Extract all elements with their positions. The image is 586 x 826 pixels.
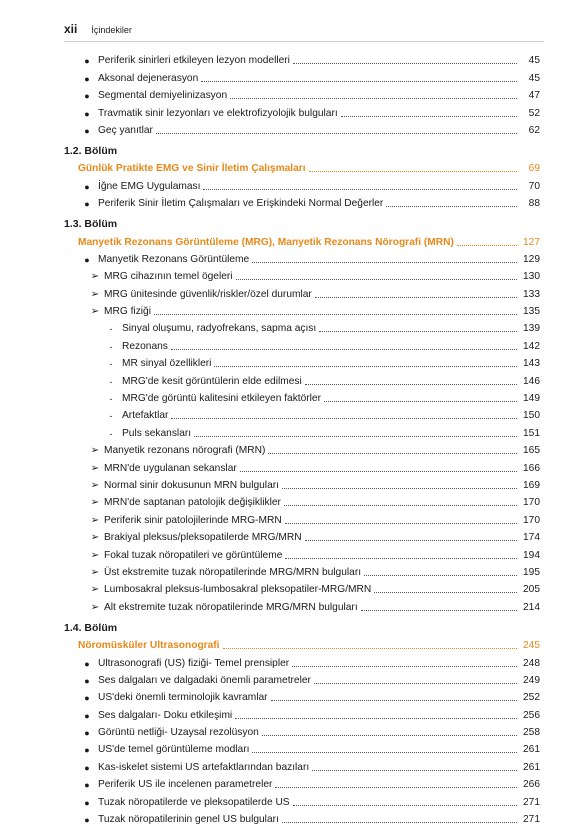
dot-leader	[282, 822, 517, 823]
dash-bullet-icon: -	[109, 341, 113, 352]
arrow-bullet-icon: ➢	[90, 584, 100, 596]
bullet-dot-icon: ●	[84, 675, 90, 686]
toc-entry-label: Segmental demiyelinizasyon	[98, 90, 228, 102]
toc-entry[interactable]	[106, 318, 540, 335]
toc-entry-label: Kas-iskelet sistemi US artefaktlarından bazıları	[98, 761, 310, 773]
toc-entry-label: MRG ünitesinde güvenlik/riskler/özel durumlar	[104, 288, 312, 300]
dot-leader	[386, 206, 517, 207]
dot-leader	[252, 752, 517, 753]
toc-page-number: 45	[528, 72, 540, 84]
bullet-dot-icon: ●	[84, 658, 90, 669]
toc-page-number: 266	[523, 779, 540, 791]
bullet-dot-icon: ●	[84, 108, 90, 119]
toc-entry[interactable]	[82, 791, 540, 808]
toc-page-number: 169	[523, 479, 540, 491]
chapter-title-entry[interactable]	[78, 231, 540, 248]
bullet-dot-icon: ●	[84, 181, 90, 192]
dot-leader	[361, 610, 517, 611]
section-heading: 1.2. Bölüm	[64, 144, 118, 157]
toc-page-number: 271	[523, 814, 540, 826]
toc-entry[interactable]	[90, 492, 540, 509]
toc-page-number: 62	[528, 124, 540, 136]
dot-leader	[312, 770, 517, 771]
toc-entry[interactable]	[106, 388, 540, 405]
chapter-title-entry[interactable]	[78, 635, 540, 652]
dash-bullet-icon: -	[109, 428, 113, 439]
bullet-dot-icon: ●	[84, 91, 90, 102]
arrow-bullet-icon: ➢	[90, 532, 100, 544]
toc-entry-label: Nöromüsküler Ultrasonografi	[78, 640, 220, 652]
dot-leader	[305, 384, 517, 385]
toc-entry[interactable]	[82, 687, 540, 704]
dot-leader	[194, 436, 517, 437]
dot-leader	[319, 331, 517, 332]
table-of-contents	[0, 50, 586, 826]
header-title: İçindekiler	[91, 25, 132, 35]
dot-leader	[203, 189, 517, 190]
dash-bullet-icon: -	[109, 411, 113, 422]
bullet-dot-icon: ●	[84, 728, 90, 739]
toc-entry[interactable]	[90, 527, 540, 544]
toc-entry-label: Periferik Sinir İletim Çalışmaları ve Erişkindeki Normal Değerler	[98, 198, 384, 210]
toc-entry-label: Tuzak nöropatilerinin genel US bulguları	[98, 814, 279, 826]
toc-page-number: 47	[528, 90, 540, 102]
toc-entry[interactable]	[82, 722, 540, 739]
toc-page-number: 45	[528, 55, 540, 67]
toc-page-number: 258	[523, 727, 540, 739]
toc-entry-label: Ses dalgaları- Doku etkileşimi	[98, 709, 233, 721]
dot-leader	[341, 116, 517, 117]
toc-entry-label: Alt ekstremite tuzak nöropatilerinde MRG/MRN bulguları	[104, 601, 358, 613]
toc-entry-label: Puls sekansları	[122, 427, 192, 439]
toc-page-number: 139	[523, 323, 540, 335]
toc-page-number: 143	[523, 358, 540, 370]
dot-leader	[292, 666, 517, 667]
toc-entry[interactable]	[82, 102, 540, 119]
toc-entry-label: Normal sinir dokusunun MRN bulguları	[104, 479, 279, 491]
toc-entry[interactable]	[106, 422, 540, 439]
arrow-bullet-icon: ➢	[90, 271, 100, 283]
toc-entry-label: Artefaktlar	[122, 410, 169, 422]
dot-leader	[262, 735, 517, 736]
dot-leader	[235, 718, 517, 719]
toc-page-number: 142	[523, 340, 540, 352]
bullet-dot-icon: ●	[84, 710, 90, 721]
toc-page-number: 133	[523, 288, 540, 300]
dot-leader	[268, 453, 517, 454]
toc-page-number: 127	[523, 236, 540, 248]
toc-entry[interactable]	[82, 249, 540, 266]
arrow-bullet-icon: ➢	[90, 601, 100, 613]
toc-entry-label: Lumbosakral pleksus-lumbosakral pleksopatiler-MRG/MRN	[104, 584, 372, 596]
toc-entry[interactable]	[82, 67, 540, 84]
arrow-bullet-icon: ➢	[90, 566, 100, 578]
section-heading: 1.3. Bölüm	[64, 218, 118, 231]
page-number: xii	[64, 22, 78, 36]
dot-leader	[154, 314, 517, 315]
bullet-dot-icon: ●	[84, 56, 90, 67]
dot-leader	[223, 648, 517, 649]
bullet-dot-icon: ●	[84, 73, 90, 84]
dot-leader	[275, 787, 517, 788]
dash-bullet-icon: -	[109, 324, 113, 335]
toc-page-number: 52	[528, 107, 540, 119]
toc-page-number: 151	[523, 427, 540, 439]
dash-bullet-icon: -	[109, 359, 113, 370]
toc-entry-label: Brakiyal pleksus/pleksopatilerde MRG/MRN	[104, 532, 302, 544]
arrow-bullet-icon: ➢	[90, 445, 100, 457]
dot-leader	[309, 171, 517, 172]
bullet-dot-icon: ●	[84, 125, 90, 136]
toc-entry[interactable]	[106, 405, 540, 422]
toc-entry-label: Fokal tuzak nöropatileri ve görüntüleme	[104, 549, 283, 561]
chapter-title-entry[interactable]	[78, 158, 540, 175]
arrow-bullet-icon: ➢	[90, 479, 100, 491]
toc-entry[interactable]	[82, 175, 540, 192]
toc-entry-label: Ses dalgaları ve dalgadaki önemli parametreler	[98, 674, 311, 686]
toc-page-number: 170	[523, 514, 540, 526]
toc-page-number: 135	[523, 306, 540, 318]
toc-page-number: 261	[523, 761, 540, 773]
toc-entry[interactable]	[106, 370, 540, 387]
dot-leader	[315, 297, 517, 298]
dot-leader	[364, 575, 517, 576]
toc-page-number: 174	[523, 532, 540, 544]
toc-entry-label: Sinyal oluşumu, radyofrekans, sapma açısı	[122, 323, 317, 335]
section-heading: 1.4. Bölüm	[64, 621, 118, 634]
toc-entry-label: Görüntü netliği- Uzaysal rezolüsyon	[98, 727, 259, 739]
toc-entry[interactable]	[82, 652, 540, 669]
toc-entry[interactable]	[90, 440, 540, 457]
arrow-bullet-icon: ➢	[90, 462, 100, 474]
dot-leader	[305, 540, 517, 541]
toc-entry[interactable]	[106, 353, 540, 370]
toc-entry-label: Üst ekstremite tuzak nöropatilerinde MRG/MRN bulguları	[104, 566, 362, 578]
bullet-dot-icon: ●	[84, 693, 90, 704]
dot-leader	[230, 98, 517, 99]
toc-page-number: 195	[523, 566, 540, 578]
arrow-bullet-icon: ➢	[90, 497, 100, 509]
bullet-dot-icon: ●	[84, 797, 90, 808]
toc-entry-label: Periferik US ile incelenen parametreler	[98, 779, 273, 791]
toc-page-number: 150	[523, 410, 540, 422]
bullet-dot-icon: ●	[84, 780, 90, 791]
toc-entry-label: Periferik sinir patolojilerinde MRG-MRN	[104, 514, 282, 526]
bullet-dot-icon: ●	[84, 254, 90, 265]
toc-entry-label: Manyetik Rezonans Görüntüleme	[98, 253, 250, 265]
toc-entry[interactable]	[90, 266, 540, 283]
toc-entry[interactable]	[82, 704, 540, 721]
dot-leader	[285, 523, 517, 524]
toc-entry-label: Travmatik sinir lezyonları ve elektrofizyolojik bulguları	[98, 107, 338, 119]
header-divider	[64, 41, 544, 42]
toc-page-number: 165	[523, 445, 540, 457]
dot-leader	[252, 262, 517, 263]
toc-page-number: 166	[523, 462, 540, 474]
bullet-dot-icon: ●	[84, 762, 90, 773]
toc-entry-label: İğne EMG Uygulaması	[98, 180, 201, 192]
dot-leader	[293, 805, 517, 806]
toc-entry[interactable]	[90, 457, 540, 474]
toc-entry[interactable]	[82, 50, 540, 67]
page-header	[64, 22, 132, 36]
toc-entry[interactable]	[90, 301, 540, 318]
bullet-dot-icon: ●	[84, 199, 90, 210]
toc-entry[interactable]	[82, 756, 540, 773]
dot-leader	[282, 488, 517, 489]
toc-entry[interactable]	[82, 774, 540, 791]
dot-leader	[324, 401, 517, 402]
dot-leader	[271, 700, 517, 701]
toc-page-number: 70	[528, 180, 540, 192]
toc-page-number: 130	[523, 271, 540, 283]
dot-leader	[293, 63, 517, 64]
toc-entry[interactable]	[82, 85, 540, 102]
toc-page-number: 88	[528, 198, 540, 210]
toc-entry[interactable]	[90, 544, 540, 561]
toc-page-number: 248	[523, 657, 540, 669]
toc-entry-label: MR sinyal özellikleri	[122, 358, 212, 370]
toc-entry-label: Tuzak nöropatilerde ve pleksopatilerde US	[98, 796, 290, 808]
toc-entry-label: Ultrasonografi (US) fiziği- Temel prensipler	[98, 657, 290, 669]
dot-leader	[156, 133, 517, 134]
dash-bullet-icon: -	[109, 376, 113, 387]
toc-entry-label: Aksonal dejenerasyon	[98, 72, 199, 84]
dot-leader	[171, 418, 517, 419]
toc-entry[interactable]	[90, 283, 540, 300]
toc-page-number: 261	[523, 744, 540, 756]
toc-entry-label: Geç yanıtlar	[98, 124, 153, 136]
toc-page-number: 256	[523, 709, 540, 721]
arrow-bullet-icon: ➢	[90, 306, 100, 318]
dot-leader	[214, 366, 517, 367]
toc-entry-label: MRN'de saptanan patolojik değişiklikler	[104, 497, 281, 509]
arrow-bullet-icon: ➢	[90, 288, 100, 300]
toc-entry-label: MRG'de görüntü kalitesini etkileyen faktörler	[122, 393, 321, 405]
toc-entry[interactable]	[90, 579, 540, 596]
toc-page-number: 245	[523, 640, 540, 652]
dot-leader	[285, 558, 517, 559]
toc-page-number: 69	[528, 163, 540, 175]
toc-entry-label: MRG'de kesit görüntülerin elde edilmesi	[122, 375, 302, 387]
toc-page-number: 170	[523, 497, 540, 509]
toc-entry[interactable]	[90, 562, 540, 579]
dot-leader	[171, 349, 517, 350]
toc-entry-label: MRG fiziği	[104, 306, 151, 318]
toc-entry-label: Günlük Pratikte EMG ve Sinir İletim Çalışmaları	[78, 163, 306, 175]
toc-entry-label: MRN'de uygulanan sekanslar	[104, 462, 237, 474]
toc-entry-label: Rezonans	[122, 340, 168, 352]
toc-entry-label: Periferik sinirleri etkileyen lezyon modelleri	[98, 55, 290, 67]
dot-leader	[240, 471, 517, 472]
toc-page-number: 149	[523, 393, 540, 405]
toc-entry-label: US'deki önemli terminolojik kavramlar	[98, 692, 268, 704]
toc-entry-label: Manyetik Rezonans Görüntüleme (MRG), Manyetik Rezonans Nörografi (MRN)	[78, 236, 454, 248]
toc-entry[interactable]	[82, 809, 540, 826]
toc-entry[interactable]	[82, 120, 540, 137]
toc-page-number: 252	[523, 692, 540, 704]
toc-page-number: 271	[523, 796, 540, 808]
toc-entry[interactable]	[90, 475, 540, 492]
arrow-bullet-icon: ➢	[90, 549, 100, 561]
toc-entry-label: MRG cihazının temel ögeleri	[104, 271, 233, 283]
toc-entry-label: US'de temel görüntüleme modları	[98, 744, 250, 756]
dot-leader	[314, 683, 517, 684]
dot-leader	[374, 592, 517, 593]
dot-leader	[457, 245, 517, 246]
toc-entry-label: Manyetik rezonans nörografi (MRN)	[104, 445, 266, 457]
toc-entry[interactable]	[90, 509, 540, 526]
toc-entry[interactable]	[90, 596, 540, 613]
dot-leader	[236, 279, 517, 280]
toc-page-number: 214	[523, 601, 540, 613]
toc-page-number: 146	[523, 375, 540, 387]
toc-entry[interactable]	[106, 335, 540, 352]
toc-entry[interactable]	[82, 670, 540, 687]
toc-entry[interactable]	[82, 193, 540, 210]
dot-leader	[201, 81, 517, 82]
toc-page-number: 194	[523, 549, 540, 561]
dash-bullet-icon: -	[109, 394, 113, 405]
bullet-dot-icon: ●	[84, 815, 90, 826]
toc-page-number: 129	[523, 253, 540, 265]
arrow-bullet-icon: ➢	[90, 514, 100, 526]
bullet-dot-icon: ●	[84, 745, 90, 756]
toc-page-number: 249	[523, 674, 540, 686]
dot-leader	[284, 505, 517, 506]
toc-entry[interactable]	[82, 739, 540, 756]
toc-page-number: 205	[523, 584, 540, 596]
